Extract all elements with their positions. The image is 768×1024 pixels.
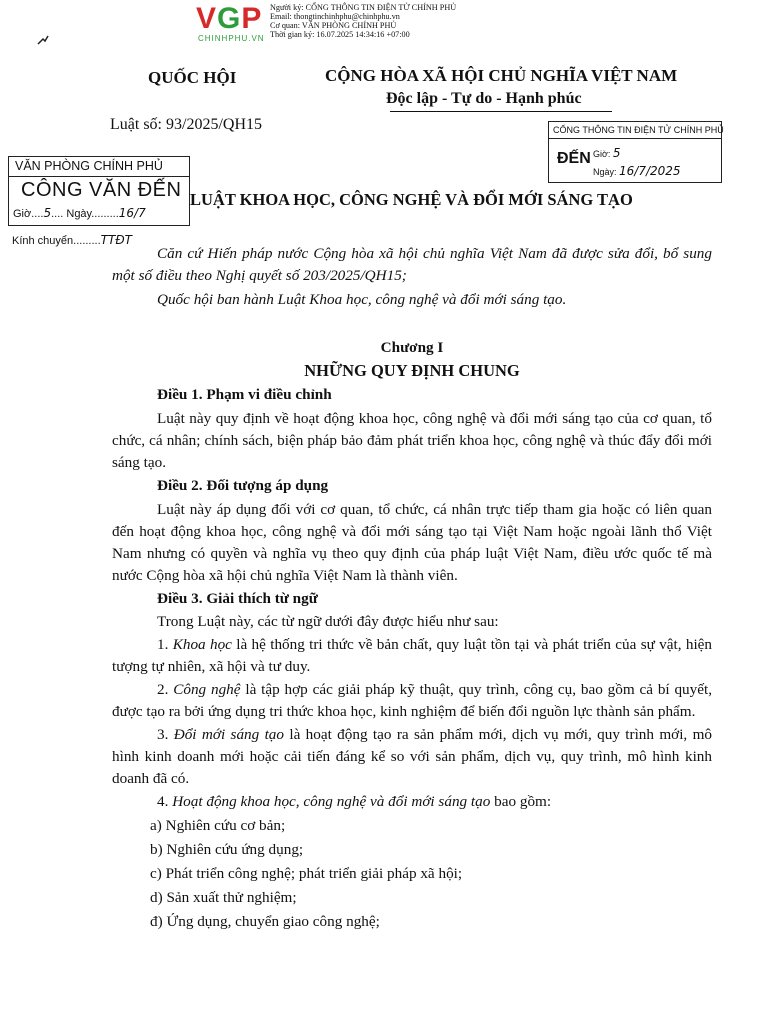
list-item: d) Sản xuất thử nghiệm; [150, 889, 297, 906]
definition-3 [112, 724, 712, 790]
signature-signer: Người ký: CỔNG THÔNG TIN ĐIỆN TỬ CHÍNH PHỦ [270, 3, 457, 12]
definition-1-text: là hệ thống tri thức về bản chất, quy luật tồn tại và phát triển của sự vật, hiện tượng tự nhiên, xã hội và tư duy. [112, 636, 713, 675]
article-3-intro: Trong Luật này, các từ ngữ dưới đây được hiểu như sau: [157, 613, 499, 630]
stamp-office: VĂN PHÒNG CHÍNH PHỦ [15, 159, 163, 173]
definition-2 [112, 679, 712, 723]
stamp-left-ngay-label: Ngày [66, 208, 92, 220]
definition-4-text: bao gồm: [490, 793, 552, 810]
article-1-text: Luật này quy định về hoạt động khoa học, công nghệ và đổi mới sáng tạo của cơ quan, tổ chức, cá nhân; chính sách, biện pháp bảo đảm phát triển khoa học, công nghệ và thúc đẩy đổi mới sáng tạo. [112, 410, 712, 471]
stamp-gio-value: 5 [612, 146, 621, 160]
logo-letter-p: P [241, 2, 263, 35]
stamp-org: CỔNG THÔNG TIN ĐIỆN TỬ CHÍNH PHỦ [553, 125, 724, 135]
logo-letter-v: V [196, 2, 218, 35]
definition-1-number: 1. [157, 636, 173, 653]
stamp-left-gio-label: Giờ [13, 208, 32, 220]
motto: Độc lập - Tự do - Hạnh phúc [386, 90, 582, 107]
scan-mark-icon [36, 34, 50, 44]
stamp-left-gio-value: 5 [43, 206, 52, 220]
chapter-number: Chương I [380, 339, 444, 356]
definition-2-text: là tập hợp các giải pháp kỹ thuật, quy trình, công cụ, bao gồm cả bí quyết, được tạo ra bởi ứng dụng tri thức khoa học, kinh nghiệm để biến đổi nguồn lực thành sản phẩm. [112, 681, 713, 720]
definition-2-number: 2. [157, 681, 174, 698]
stamp-time-date: Giờ....5.... Ngày.........16/7 [13, 206, 146, 220]
definition-3-term: Đổi mới sáng tạo [173, 726, 284, 743]
stamp-kinh-value: TTĐT [100, 233, 132, 247]
definition-2-term: Công nghệ [173, 681, 241, 698]
definition-3-text: là hoạt động tạo ra sản phẩm mới, dịch vụ mới, quy trình mới, mô hình kinh doanh mới hoặc cải tiến đáng kể so với sản phẩm, dịch vụ, quy trình, mô hình kinh doanh đã có. [112, 726, 712, 787]
digital-signature-info [270, 3, 456, 39]
article-2-title: Điều 2. Đối tượng áp dụng [157, 477, 329, 494]
vgp-logo [196, 4, 262, 34]
law-title: LUẬT KHOA HỌC, CÔNG NGHỆ VÀ ĐỔI MỚI SÁNG TẠO [190, 190, 633, 209]
nation-name: CỘNG HÒA XÃ HỘI CHỦ NGHĨA VIỆT NAM [325, 66, 678, 85]
article-1-title: Điều 1. Phạm vi điều chỉnh [157, 386, 332, 403]
motto-underline [390, 111, 612, 112]
stamp-gio [593, 146, 621, 160]
signature-email: Email: thongtinchinhphu@chinhphu.vn [270, 12, 400, 21]
logo-letter-g: G [217, 2, 242, 35]
stamp-title: CÔNG VĂN ĐẾN [21, 179, 182, 201]
vgp-logo-subtitle: CHINHPHU.VN [198, 34, 265, 43]
stamp-divider [549, 138, 721, 139]
document-body [112, 243, 712, 933]
law-number: Luật số: 93/2025/QH15 [110, 116, 262, 133]
stamp-forward: Kính chuyển.........TTĐT [12, 233, 132, 247]
stamp-left-ngay-value: 16/7 [118, 206, 146, 220]
stamp-gio-label: Giờ: [593, 149, 611, 159]
definition-4-term: Hoạt động khoa học, công nghệ và đổi mới sáng tạo [172, 793, 491, 810]
signature-time: Thời gian ký: 16.07.2025 14:34:16 +07:00 [270, 30, 410, 39]
definition-1 [112, 634, 712, 678]
stamp-den-label: ĐẾN [557, 150, 591, 167]
article-3-title: Điều 3. Giải thích từ ngữ [157, 590, 318, 607]
received-stamp-portal [548, 121, 722, 183]
list-item: a) Nghiên cứu cơ bản; [150, 817, 286, 834]
stamp-kinh-label: Kính chuyển [12, 235, 74, 247]
definition-1-term: Khoa học [172, 636, 232, 653]
stamp-ngay-label: Ngày: [593, 167, 617, 177]
stamp-left-divider [8, 176, 189, 177]
definition-3-number: 3. [157, 726, 174, 743]
preamble-enactment: Quốc hội ban hành Luật Khoa học, công nghệ và đổi mới sáng tạo. [157, 291, 567, 308]
agency-name: QUỐC HỘI [148, 68, 237, 87]
signature-agency: Cơ quan: VĂN PHÒNG CHÍNH PHỦ [270, 21, 397, 30]
list-item: đ) Ứng dụng, chuyển giao công nghệ; [150, 913, 380, 930]
stamp-ngay [593, 164, 681, 178]
definition-4 [112, 791, 712, 813]
preamble-basis: Căn cứ Hiến pháp nước Cộng hòa xã hội chủ nghĩa Việt Nam đã được sửa đổi, bổ sung một số điều theo Nghị quyết số 203/2025/QH15; [112, 245, 712, 284]
stamp-ngay-value: 16/7/2025 [619, 164, 681, 178]
definition-4-number: 4. [157, 793, 173, 810]
list-item: c) Phát triển công nghệ; phát triển giải pháp xã hội; [150, 865, 463, 882]
list-item: b) Nghiên cứu ứng dụng; [150, 841, 304, 858]
received-stamp-office [8, 156, 190, 226]
chapter-name: NHỮNG QUY ĐỊNH CHUNG [304, 361, 520, 380]
article-2-text: Luật này áp dụng đối với cơ quan, tổ chức, cá nhân trực tiếp tham gia hoặc có liên quan đến hoạt động khoa học, công nghệ và đổi mới sáng tạo tại Việt Nam hoặc ngoài lãnh thổ Việt Nam nhưng có quyền và nghĩa vụ theo quy định của pháp luật Việt Nam, điều ước quốc tế mà nước Cộng hòa xã hội chủ nghĩa Việt Nam là thành viên. [112, 501, 712, 584]
